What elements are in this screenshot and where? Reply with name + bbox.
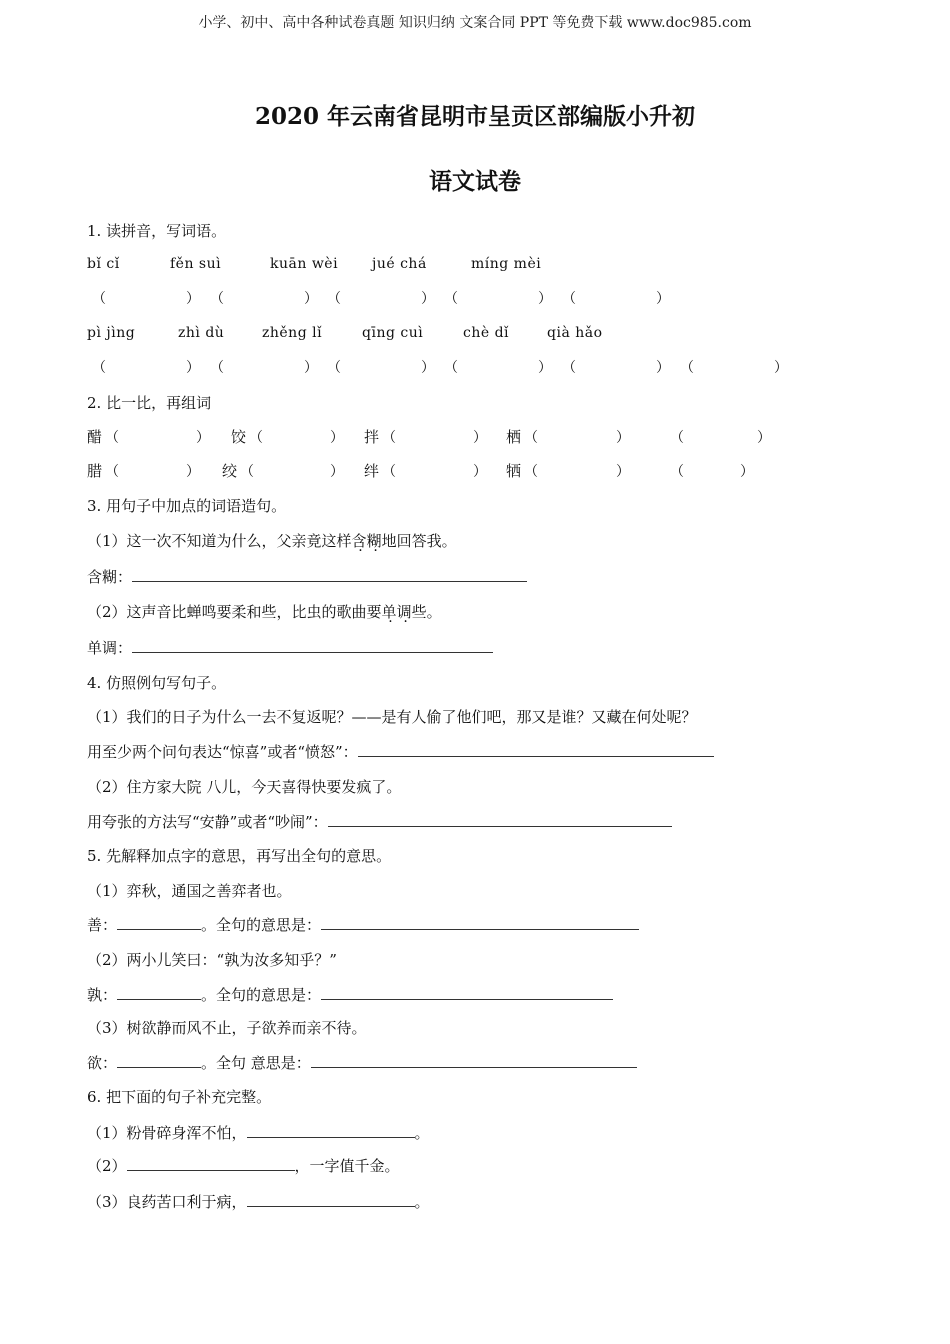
answer-line[interactable] [247,1192,415,1207]
paren-open: （ [92,360,106,376]
paren-open: （ [327,360,341,376]
paren-open: （ [240,464,254,480]
page-subtitle: 语文试卷 [429,168,521,195]
answer-line[interactable] [321,985,613,1000]
q5-answer-2: 孰： 。全句的意思是： [87,984,613,1005]
pinyin: bǐ cǐ [87,256,120,272]
paren-close: ） [421,360,435,376]
paren-open: （ [92,291,106,307]
paren-close: ） [186,360,200,376]
paren-close: ） [757,430,771,446]
pinyin: fěn suì [170,256,222,272]
q6-sentence-3: （3）良药苦口利于病， 。 [87,1193,430,1211]
paren-close: ） [186,291,200,307]
paren-open: （ [382,464,396,480]
q4-sentence-1: （1）我们的日子为什么一去不复返呢？——是有人偷了他们吧，那又是谁？又藏在何处呢？ [87,708,697,726]
paren-open: （ [670,430,684,446]
q6-sentence-2: （2） ，一字值千金。 [87,1157,400,1175]
pinyin: zhì dù [178,325,225,341]
q3-answer-1: 含糊： [87,566,527,587]
pinyin: pì jìng [87,325,136,341]
char: 拌 [364,428,380,446]
paren-close: ） [740,464,754,480]
paren-open: （ [105,430,119,446]
q2-title: 2. 比一比，再组词 [87,394,212,412]
paren-close: ） [473,464,487,480]
pinyin: kuān wèi [270,256,339,272]
paren-close: ） [616,430,630,446]
char: 牺 [506,462,522,480]
paren-close: ） [473,430,487,446]
q5-sentence-1: （1）弈秋，通国之善弈者也。 [87,882,292,900]
q3-title: 3. 用句子中加点的词语造句。 [87,497,287,515]
paren-close: ） [616,464,630,480]
paren-open: （ [382,430,396,446]
paren-close: ） [330,464,344,480]
answer-line[interactable] [247,1123,415,1138]
paren-close: ） [330,430,344,446]
answer-line[interactable] [127,1156,295,1171]
answer-line[interactable] [321,915,639,930]
char: 腊 [87,462,103,480]
paren-close: ） [421,291,435,307]
pinyin: qīng cuì [362,325,424,341]
answer-line[interactable] [328,812,672,827]
answer-line[interactable] [117,1053,201,1068]
char: 醋 [87,428,103,446]
paren-close: ） [774,360,788,376]
char: 绊 [364,462,380,480]
paren-open: （ [105,464,119,480]
q5-title: 5. 先解释加点字的意思，再写出全句的意思。 [87,847,392,865]
q5-sentence-2: （2）两小儿笑曰：“孰为汝多知乎？” [87,951,337,969]
char: 绞 [222,462,238,480]
q1-title: 1. 读拼音，写词语。 [87,222,227,240]
paren-open: （ [444,360,458,376]
paren-open: （ [562,360,576,376]
q4-answer-2: 用夸张的方法写“安静”或者“吵闹”： [87,811,672,832]
paren-close: ） [304,291,318,307]
pinyin: chè dǐ [463,325,510,341]
char: 栖 [506,428,522,446]
paren-close: ） [656,291,670,307]
paren-close: ） [656,360,670,376]
paren-open: （ [210,360,224,376]
paren-open: （ [562,291,576,307]
pinyin: qià hǎo [547,325,603,341]
paren-open: （ [680,360,694,376]
q4-title: 4. 仿照例句写句子。 [87,674,227,692]
paren-open: （ [210,291,224,307]
paren-open: （ [670,464,684,480]
paren-open: （ [327,291,341,307]
answer-line[interactable] [117,985,201,1000]
answer-line[interactable] [117,915,201,930]
paren-open: （ [524,430,538,446]
q6-sentence-1: （1）粉骨碎身浑不怕， 。 [87,1124,430,1142]
pinyin: míng mèi [471,256,542,272]
q3-sentence-1: （1）这一次不知道为什么，父亲竟这样含糊地回答我。 [87,532,457,550]
q4-answer-1: 用至少两个问句表达“惊喜”或者“愤怒”： [87,741,714,762]
paren-close: ） [304,360,318,376]
char: 饺 [231,428,247,446]
paren-close: ） [538,291,552,307]
q5-sentence-3: （3）树欲静而风不止，子欲养而亲不待。 [87,1019,367,1037]
pinyin: zhěng lǐ [262,325,323,341]
q5-answer-3: 欲： 。全句 意思是： [87,1052,637,1073]
q4-sentence-2: （2）住方家大院 八儿，今天喜得快要发疯了。 [87,778,402,796]
q3-sentence-2: （2）这声音比蝉鸣要柔和些，比虫的歌曲要单调些。 [87,603,442,621]
q6-title: 6. 把下面的句子补充完整。 [87,1088,272,1106]
pinyin: jué chá [372,256,427,272]
page-header: 小学、初中、高中各种试卷真题 知识归纳 文案合同 PPT 等免费下载 www.doc985.com [198,15,752,31]
answer-line[interactable] [311,1053,637,1068]
answer-line[interactable] [132,638,493,653]
q3-answer-2: 单调： [87,637,493,658]
answer-line[interactable] [358,742,714,757]
paren-open: （ [524,464,538,480]
answer-line[interactable] [132,567,527,582]
paren-open: （ [249,430,263,446]
q5-answer-1: 善： 。全句的意思是： [87,914,639,935]
paren-close: ） [538,360,552,376]
paren-close: ） [196,430,210,446]
paren-close: ） [186,464,200,480]
page-title: 2020 年云南省昆明市呈贡区部编版小升初 [254,103,696,130]
paren-open: （ [444,291,458,307]
